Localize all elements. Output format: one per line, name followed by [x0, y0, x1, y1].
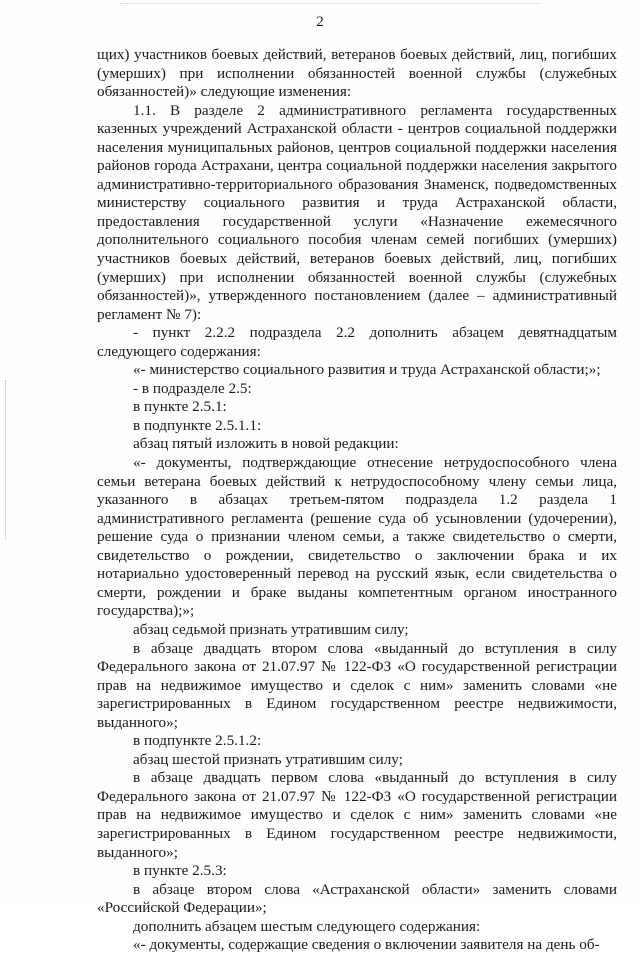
paragraph-3: - пункт 2.2.2 подраздела 2.2 дополнить абзацем девятнадцатым следующего содержания: [97, 324, 617, 360]
paragraph-4: «- министерство социального развития и труда Астраханской области;»; [133, 361, 601, 379]
paragraph-12: в подпункте 2.5.1.2: [133, 732, 262, 750]
paragraph-5: - в подразделе 2.5: [133, 379, 252, 397]
paragraph-1: щих) участников боевых действий, ветеранов боевых действий, лиц, погибших (умерших) при исполнении обязанностей военной службы (служебных обязанностей)» следующие изменения: [97, 46, 617, 101]
paragraph-11: в абзаце двадцать втором слова «выданный до вступления в силу Федерального закона от 21.07.97 № 122-ФЗ «О государственной регистрации прав на недвижимое имущество и сделок с ним» заменить словами «не зарегистрированных в Едином государственном реестре недвижимости, выданного»; [97, 639, 617, 731]
paragraph-18: «- документы, содержащие сведения о включении заявителя на день об- [133, 936, 600, 954]
paragraph-13: абзац шестой признать утратившим силу; [133, 750, 403, 768]
paragraph-15: в пункте 2.5.3: [133, 862, 227, 880]
paragraph-10: абзац седьмой признать утратившим силу; [133, 620, 409, 638]
scan-artifact-left-edge [5, 380, 8, 540]
document-body [97, 46, 617, 955]
paragraph-6: в пункте 2.5.1: [133, 398, 227, 416]
paragraph-9: «- документы, подтверждающие отнесение нетрудоспособного члена семьи ветерана боевых действий к нетрудоспособному члену семьи лица, указанного в абзацах третьем-пятом подраздела 1.2 раздела 1 административного регламента (решение суда об усыновлении (удочерении), решение суда о признании членом семьи, а также свидетельство о смерти, свидетельство о рождении, свидетельство о заключении брака и их нотариально удостоверенный перевод на русский язык, если свидетельства о смерти, рождении и браке выданы компетентным органом иностранного государства);»; [97, 454, 617, 620]
scan-artifact-top [120, 3, 540, 5]
page-number: 2 [316, 14, 324, 30]
paragraph-8: абзац пятый изложить в новой редакции: [133, 435, 399, 453]
paragraph-2: 1.1. В разделе 2 административного регламента государственных казенных учреждений Астраханской области - центров социальной поддержки населения муниципальных районов, центров социальной поддержки населения районов города Астрахани, центра социальной поддержки населения закрытого административно-территориального образования Знаменск, подведомственных министерству социального развития и труда Астраханской области, предоставления государственной услуги «Назначение ежемесячного дополнительного социального пособия членам семей погибших (умерших) участников боевых действий, ветеранов боевых действий, лиц, погибших (умерших) при исполнении обязанностей военной службы (служебных обязанностей)», утвержденного постановлением (далее – административный регламент № 7): [97, 101, 617, 323]
paragraph-16: в абзаце втором слова «Астраханской области» заменить словами «Российской Федерации»; [97, 880, 617, 917]
paragraph-7: в подпункте 2.5.1.1: [133, 416, 262, 434]
paragraph-14: в абзаце двадцать первом слова «выданный до вступления в силу Федерального закона от 21.07.97 № 122-ФЗ «О государственной регистрации прав на недвижимое имущество и сделок с ним» заменить словами «не зарегистрированных в Едином государственном реестре недвижимости, выданного»; [97, 769, 617, 861]
paragraph-17: дополнить абзацем шестым следующего содержания: [133, 917, 481, 935]
